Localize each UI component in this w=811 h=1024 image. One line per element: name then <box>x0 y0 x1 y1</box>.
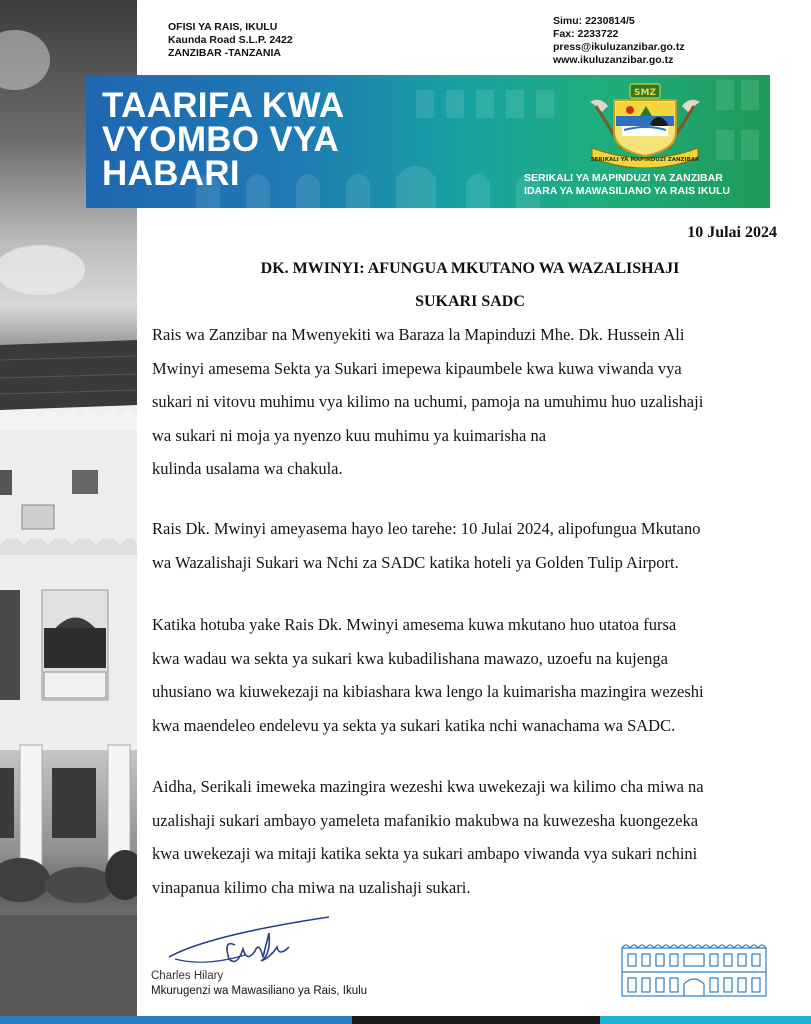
paragraph-line: kwa maendeleo endelevu ya sekta ya sukari katika nchi wanachama wa SADC. <box>152 715 676 735</box>
footer-bar-dark <box>352 1016 600 1024</box>
banner-subtitle <box>524 172 730 198</box>
paragraph-line: Mwinyi amesema Sekta ya Sukari imepewa kipaumbele kwa kuwa viwanda vya <box>152 358 682 378</box>
paragraph-line: kwa uwekezaji wa mitaji katika sekta ya sukari ambapo viwanda vya sukari nchini <box>152 844 698 863</box>
email-address: press@ikuluzanzibar.go.tz <box>553 41 685 53</box>
paragraph-line: wa Wazalishaji Sukari wa Nchi za SADC katika hoteli ya Golden Tulip Airport. <box>152 552 679 572</box>
paragraph-4 <box>152 770 792 904</box>
paragraph-line: Rais Dk. Mwinyi ameyasema hayo leo tarehe: 10 Julai 2024, alipofungua Mkutano <box>152 519 701 538</box>
press-release-banner <box>86 75 770 208</box>
office-address <box>168 21 293 60</box>
banner-subtitle-line: SERIKALI YA MAPINDUZI YA ZANZIBAR <box>524 172 723 184</box>
paragraph-3 <box>152 608 792 742</box>
paragraph-2 <box>152 512 792 579</box>
paragraph-line: Katika hotuba yake Rais Dk. Mwinyi amesema kuwa mkutano huo utatoa fursa <box>152 615 677 634</box>
paragraph-line: vinapanua kilimo cha miwa na uzalishaji sukari. <box>152 877 471 897</box>
website-url: www.ikuluzanzibar.go.tz <box>553 54 674 66</box>
footer-bar-blue <box>0 1016 352 1024</box>
paragraph-line: Aidha, Serikali imeweka mazingira wezeshi kwa uwekezaji wa kilimo cha miwa na <box>152 777 704 796</box>
paragraph-line: uzalishaji sukari ambayo yameleta mafanikio makubwa na kuwezesha kuongezeka <box>152 810 699 830</box>
footer-bar-cyan <box>600 1016 811 1024</box>
contact-info <box>553 15 685 67</box>
emblem-initials: SMZ <box>634 88 656 98</box>
paragraph-line: wa sukari ni moja ya nyenzo kuu muhimu ya kuimarisha na <box>152 425 547 445</box>
banner-title-line: VYOMBO VYA <box>102 120 340 159</box>
headline-line: SUKARI SADC <box>415 293 525 310</box>
office-line: OFISI YA RAIS, IKULU <box>168 21 278 33</box>
banner-title-line: TAARIFA KWA <box>102 86 345 125</box>
headline-line: DK. MWINYI: AFUNGUA MKUTANO WA WAZALISHAJI <box>260 260 680 277</box>
paragraph-line: Rais wa Zanzibar na Mwenyekiti wa Baraza la Mapinduzi Mhe. Dk. Hussein Ali <box>152 325 685 344</box>
phone-number: Simu: 2230814/5 <box>553 15 635 27</box>
paragraph-line: kwa wadau wa sekta ya sukari kwa kubadilishana mawazo, uzoefu na kujenga <box>152 648 668 668</box>
zanzibar-coat-of-arms-icon <box>582 82 708 168</box>
handwritten-signature <box>165 905 335 975</box>
paragraph-line: kulinda usalama wa chakula. <box>152 459 343 478</box>
paragraph-line: sukari ni vitovu muhimu vya kilimo na uchumi, pamoja na umuhimu huo uzalishaji <box>152 392 704 411</box>
state-house-line-art-icon <box>620 934 768 998</box>
banner-subtitle-line: IDARA YA MAWASILIANO YA RAIS IKULU <box>524 185 730 197</box>
office-line: Kaunda Road S.L.P. 2422 <box>168 34 293 46</box>
signatory-name: Charles Hilary <box>151 970 224 982</box>
release-date: 10 Julai 2024 <box>687 224 777 241</box>
emblem-ribbon-text: SERIKALI YA MAPINDUZI ZANZIBAR <box>590 157 700 163</box>
fax-number: Fax: 2233722 <box>553 28 619 40</box>
paragraph-1 <box>152 318 792 486</box>
signatory-title: Mkurugenzi wa Mawasiliano ya Rais, Ikulu <box>151 985 368 997</box>
office-line: ZANZIBAR -TANZANIA <box>168 47 281 59</box>
banner-title <box>102 86 432 193</box>
paragraph-line: uhusiano wa kiuwekezaji na kibiashara kwa lengo la kuimarisha mazingira wezeshi <box>152 682 704 701</box>
banner-title-line: HABARI <box>102 154 240 193</box>
